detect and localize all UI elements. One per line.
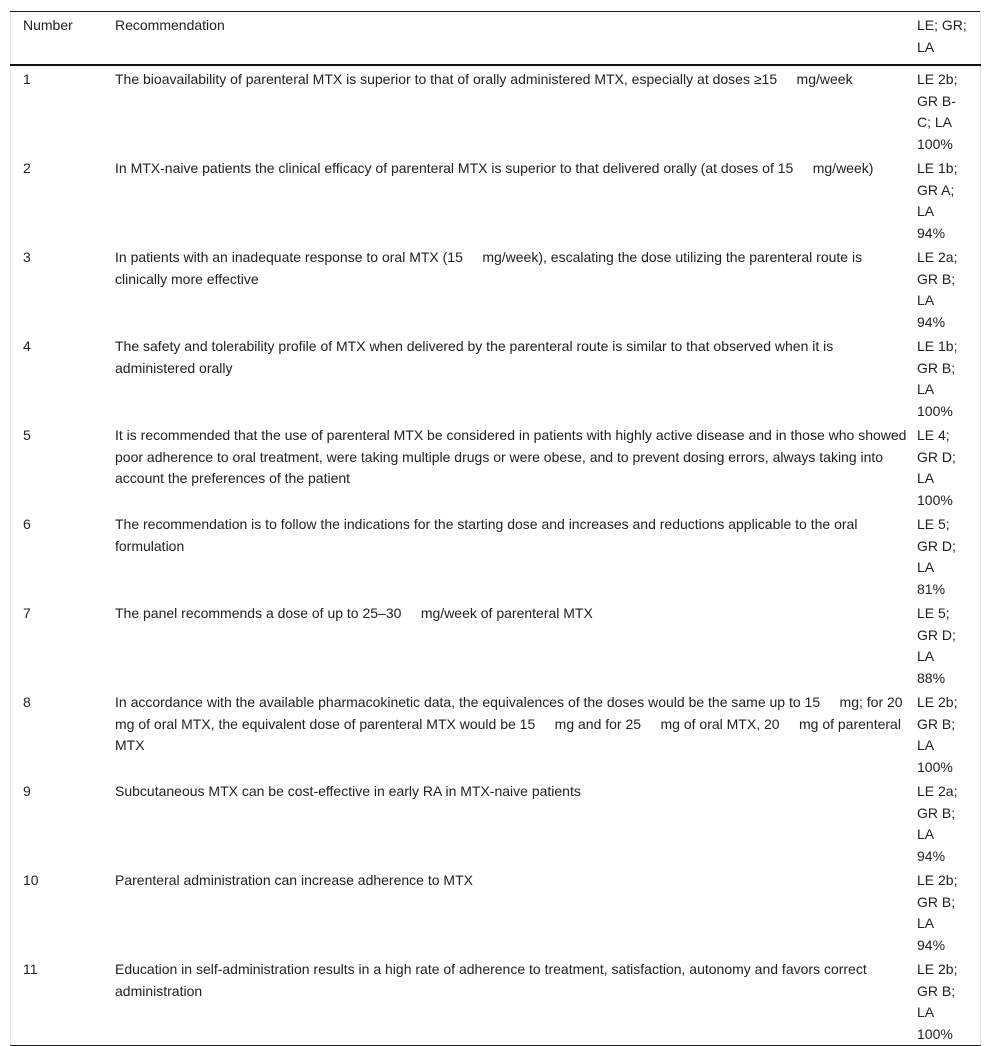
row-recommendation: The bioavailability of parenteral MTX is superior to that of orally administered MTX, especially at doses ≥15 mg/week	[115, 71, 853, 87]
recommendations-table	[10, 11, 981, 1046]
row-number: 10	[23, 872, 39, 888]
row-grade: LE 2a; GR B; LA 94%	[917, 783, 958, 864]
row-number: 4	[23, 338, 31, 354]
row-recommendation: The panel recommends a dose of up to 25–30 mg/week of parenteral MTX	[115, 605, 593, 621]
row-grade: LE 2a; GR B; LA 94%	[917, 249, 958, 330]
row-number: 2	[23, 160, 31, 176]
row-recommendation: In patients with an inadequate response to oral MTX (15 mg/week), escalating the dose utilizing the parenteral route is clinically more effective	[115, 249, 866, 287]
table-row	[11, 600, 981, 689]
row-recommendation: The recommendation is to follow the indications for the starting dose and increases and reductions applicable to the oral formulation	[115, 516, 862, 554]
row-number: 6	[23, 516, 31, 532]
row-number: 3	[23, 249, 31, 265]
row-recommendation: In MTX-naive patients the clinical efficacy of parenteral MTX is superior to that delivered orally (at doses of 15 mg/week)	[115, 160, 874, 176]
row-recommendation: The safety and tolerability profile of MTX when delivered by the parenteral route is similar to that observed when it is administered orally	[115, 338, 838, 376]
row-number: 1	[23, 71, 31, 87]
table-row	[11, 333, 981, 422]
row-number: 5	[23, 427, 31, 443]
row-grade: LE 1b; GR B; LA 100%	[917, 338, 958, 419]
header-grade: LE; GR; LA	[917, 12, 981, 66]
table-row	[11, 867, 981, 956]
row-grade: LE 2b; GR B; LA 100%	[917, 961, 958, 1042]
header-row	[11, 12, 981, 66]
header-number: Number	[11, 12, 116, 66]
table-row	[11, 511, 981, 600]
header-recommendation: Recommendation	[115, 12, 917, 66]
row-recommendation: It is recommended that the use of parenteral MTX be considered in patients with highly active disease and in those who showed poor adherence to oral treatment, were taking multiple drugs or were obese, and to prevent dosing errors, always taking into account the preferences of the patient	[115, 427, 911, 486]
row-recommendation: Parenteral administration can increase adherence to MTX	[115, 872, 473, 888]
row-recommendation: Education in self-administration results in a high rate of adherence to treatment, satisfaction, autonomy and favors correct administration	[115, 961, 871, 999]
table-body	[11, 65, 981, 1046]
row-number: 11	[23, 961, 38, 977]
row-grade: LE 1b; GR A; LA 94%	[917, 160, 958, 241]
table-row	[11, 65, 981, 155]
row-recommendation: In accordance with the available pharmacokinetic data, the equivalences of the doses would be the same up to 15 mg; for 20 mg of oral MTX, the equivalent dose of parenteral MTX would be 15 mg and for 25 mg of oral MTX, 20 mg of parenteral MTX	[115, 694, 923, 753]
table-row	[11, 956, 981, 1046]
table-row	[11, 422, 981, 511]
table-row	[11, 689, 981, 778]
row-number: 9	[23, 783, 31, 799]
row-grade: LE 2b; GR B; LA 94%	[917, 872, 958, 953]
row-number: 8	[23, 694, 31, 710]
table-row	[11, 244, 981, 333]
row-grade: LE 4; GR D; LA 100%	[917, 427, 956, 508]
table-row	[11, 155, 981, 244]
row-grade: LE 5; GR D; LA 88%	[917, 605, 956, 686]
row-grade: LE 2b; GR B; LA 100%	[917, 694, 958, 775]
row-recommendation: Subcutaneous MTX can be cost-effective in early RA in MTX-naive patients	[115, 783, 581, 799]
table-row	[11, 778, 981, 867]
row-grade: LE 2b; GR B- C; LA 100%	[917, 71, 958, 152]
row-grade: LE 5; GR D; LA 81%	[917, 516, 956, 597]
row-number: 7	[23, 605, 31, 621]
